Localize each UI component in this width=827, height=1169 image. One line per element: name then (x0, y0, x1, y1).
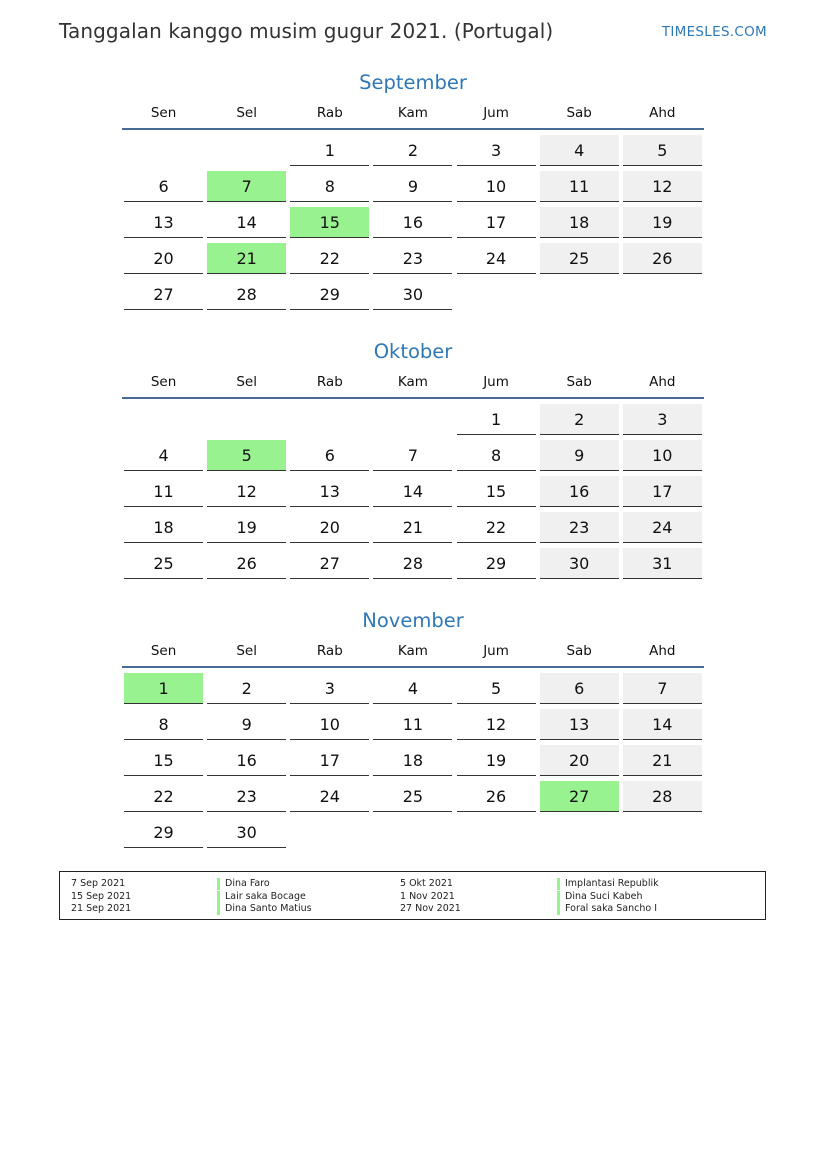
holiday-name: Dina Faro (217, 878, 270, 890)
weekday-label: Jum (483, 643, 509, 659)
day-cell: 26 (623, 243, 702, 274)
month-name: September (359, 71, 467, 94)
day-cell: 16 (373, 207, 452, 238)
day-cell: 23 (207, 781, 286, 812)
day-cell: 17 (457, 207, 536, 238)
day-cell: 3 (457, 135, 536, 166)
holiday-date: 7 Sep 2021 (71, 878, 126, 889)
day-cell: 19 (457, 745, 536, 776)
day-cell: 19 (207, 512, 286, 543)
weekday-label: Ahd (649, 105, 676, 121)
holiday-date: 15 Sep 2021 (71, 890, 132, 902)
day-cell: 4 (373, 673, 452, 704)
day-cell: 5 (623, 135, 702, 166)
empty-cell (373, 817, 452, 848)
day-cell: 16 (540, 476, 619, 507)
weekday-label: Sel (236, 643, 257, 659)
brand-link[interactable]: TIMESLES.COM (661, 24, 767, 40)
day-cell: 15 (290, 207, 369, 238)
weekday-label: Sen (150, 374, 177, 390)
holiday-name: Lair saka Bocage (217, 891, 306, 903)
day-grid (122, 404, 704, 584)
empty-cell (623, 279, 702, 310)
empty-cell (540, 817, 619, 848)
day-cell: 14 (623, 709, 702, 740)
day-cell: 13 (124, 207, 203, 238)
day-cell: 25 (540, 243, 619, 274)
day-cell: 3 (290, 673, 369, 704)
day-cell: 27 (124, 279, 203, 310)
day-cell: 3 (623, 404, 702, 435)
weekday-label: Sen (150, 643, 177, 659)
day-cell: 7 (623, 673, 702, 704)
day-cell: 26 (207, 548, 286, 579)
day-cell: 8 (124, 709, 203, 740)
week-row (122, 279, 704, 315)
holiday-name: Implantasi Republik (557, 878, 659, 890)
day-grid (122, 673, 704, 853)
day-cell: 14 (373, 476, 452, 507)
day-cell: 13 (290, 476, 369, 507)
weekday-label: Kam (397, 374, 428, 390)
weekday-label: Sel (236, 374, 257, 390)
day-cell: 5 (207, 440, 286, 471)
day-cell: 28 (623, 781, 702, 812)
day-cell: 24 (290, 781, 369, 812)
week-row (122, 781, 704, 817)
day-cell: 1 (290, 135, 369, 166)
weekday-label: Jum (483, 105, 509, 121)
day-cell: 12 (457, 709, 536, 740)
day-cell: 25 (373, 781, 452, 812)
holiday-date: 21 Sep 2021 (71, 903, 132, 914)
weekday-label: Sab (566, 105, 592, 121)
day-cell: 17 (290, 745, 369, 776)
weekday-label: Sel (236, 105, 257, 121)
weekday-label: Kam (397, 643, 428, 659)
day-cell: 21 (373, 512, 452, 543)
day-cell: 15 (457, 476, 536, 507)
empty-cell (124, 404, 203, 435)
day-cell: 22 (124, 781, 203, 812)
empty-cell (457, 817, 536, 848)
day-cell: 10 (623, 440, 702, 471)
day-cell: 10 (457, 171, 536, 202)
week-row (122, 440, 704, 476)
day-grid (122, 135, 704, 315)
holiday-date: 5 Okt 2021 (400, 878, 453, 889)
day-cell: 21 (207, 243, 286, 274)
month-september (122, 68, 704, 315)
day-cell: 30 (373, 279, 452, 310)
day-cell: 4 (124, 440, 203, 471)
week-row (122, 673, 704, 709)
day-cell: 11 (540, 171, 619, 202)
week-row (122, 709, 704, 745)
day-cell: 1 (124, 673, 203, 704)
day-cell: 15 (124, 745, 203, 776)
day-cell: 20 (124, 243, 203, 274)
empty-cell (207, 404, 286, 435)
week-row (122, 171, 704, 207)
weekday-label: Ahd (649, 643, 676, 659)
empty-cell (290, 817, 369, 848)
holiday-name: Dina Santo Matius (217, 903, 312, 915)
weekday-label: Sab (566, 643, 592, 659)
day-cell: 30 (207, 817, 286, 848)
day-cell: 7 (207, 171, 286, 202)
day-cell: 6 (290, 440, 369, 471)
day-cell: 6 (124, 171, 203, 202)
day-cell: 31 (623, 548, 702, 579)
holiday-date: 27 Nov 2021 (400, 903, 461, 914)
day-cell: 9 (373, 171, 452, 202)
empty-cell (124, 135, 203, 166)
holiday-legend (59, 871, 766, 920)
day-cell: 12 (207, 476, 286, 507)
week-row (122, 207, 704, 243)
day-cell: 2 (373, 135, 452, 166)
holiday-name: Foral saka Sancho I (557, 903, 657, 915)
week-row (122, 243, 704, 279)
day-cell: 29 (457, 548, 536, 579)
day-cell: 23 (540, 512, 619, 543)
day-cell: 19 (623, 207, 702, 238)
day-cell: 1 (457, 404, 536, 435)
holiday-date: 1 Nov 2021 (400, 890, 455, 902)
holiday-name: Dina Suci Kabeh (557, 891, 643, 903)
weekday-label: Rab (316, 643, 343, 659)
day-cell: 11 (124, 476, 203, 507)
day-cell: 6 (540, 673, 619, 704)
day-cell: 28 (207, 279, 286, 310)
month-oktober (122, 337, 704, 584)
day-cell: 29 (124, 817, 203, 848)
day-cell: 23 (373, 243, 452, 274)
day-cell: 21 (623, 745, 702, 776)
weekday-label: Rab (316, 105, 343, 121)
day-cell: 4 (540, 135, 619, 166)
weekday-header (122, 98, 704, 130)
day-cell: 12 (623, 171, 702, 202)
day-cell: 20 (290, 512, 369, 543)
empty-cell (540, 279, 619, 310)
day-cell: 10 (290, 709, 369, 740)
weekday-label: Jum (483, 374, 509, 390)
day-cell: 8 (290, 171, 369, 202)
day-cell: 27 (290, 548, 369, 579)
day-cell: 20 (540, 745, 619, 776)
day-cell: 7 (373, 440, 452, 471)
day-cell: 22 (290, 243, 369, 274)
day-cell: 11 (373, 709, 452, 740)
day-cell: 29 (290, 279, 369, 310)
week-row (122, 135, 704, 171)
day-cell: 24 (623, 512, 702, 543)
month-name: Oktober (373, 340, 453, 363)
day-cell: 8 (457, 440, 536, 471)
day-cell: 16 (207, 745, 286, 776)
weekday-label: Rab (316, 374, 343, 390)
day-cell: 14 (207, 207, 286, 238)
empty-cell (207, 135, 286, 166)
week-row (122, 745, 704, 781)
week-row (122, 476, 704, 512)
weekday-header (122, 636, 704, 668)
day-cell: 9 (540, 440, 619, 471)
day-cell: 13 (540, 709, 619, 740)
day-cell: 2 (207, 673, 286, 704)
weekday-label: Sab (566, 374, 592, 390)
day-cell: 28 (373, 548, 452, 579)
day-cell: 17 (623, 476, 702, 507)
week-row (122, 404, 704, 440)
empty-cell (373, 404, 452, 435)
day-cell: 9 (207, 709, 286, 740)
day-cell: 24 (457, 243, 536, 274)
day-cell: 26 (457, 781, 536, 812)
empty-cell (623, 817, 702, 848)
day-cell: 22 (457, 512, 536, 543)
day-cell: 5 (457, 673, 536, 704)
weekday-header (122, 367, 704, 399)
weekday-label: Kam (397, 105, 428, 121)
day-cell: 2 (540, 404, 619, 435)
week-row (122, 512, 704, 548)
day-cell: 18 (540, 207, 619, 238)
day-cell: 25 (124, 548, 203, 579)
weekday-label: Ahd (649, 374, 676, 390)
week-row (122, 817, 704, 853)
month-name: November (362, 609, 464, 632)
day-cell: 30 (540, 548, 619, 579)
week-row (122, 548, 704, 584)
empty-cell (457, 279, 536, 310)
empty-cell (290, 404, 369, 435)
month-november (122, 606, 704, 853)
page-title: Tanggalan kanggo musim gugur 2021. (Portugal) (59, 19, 554, 43)
day-cell: 27 (540, 781, 619, 812)
weekday-label: Sen (150, 105, 177, 121)
day-cell: 18 (373, 745, 452, 776)
day-cell: 18 (124, 512, 203, 543)
